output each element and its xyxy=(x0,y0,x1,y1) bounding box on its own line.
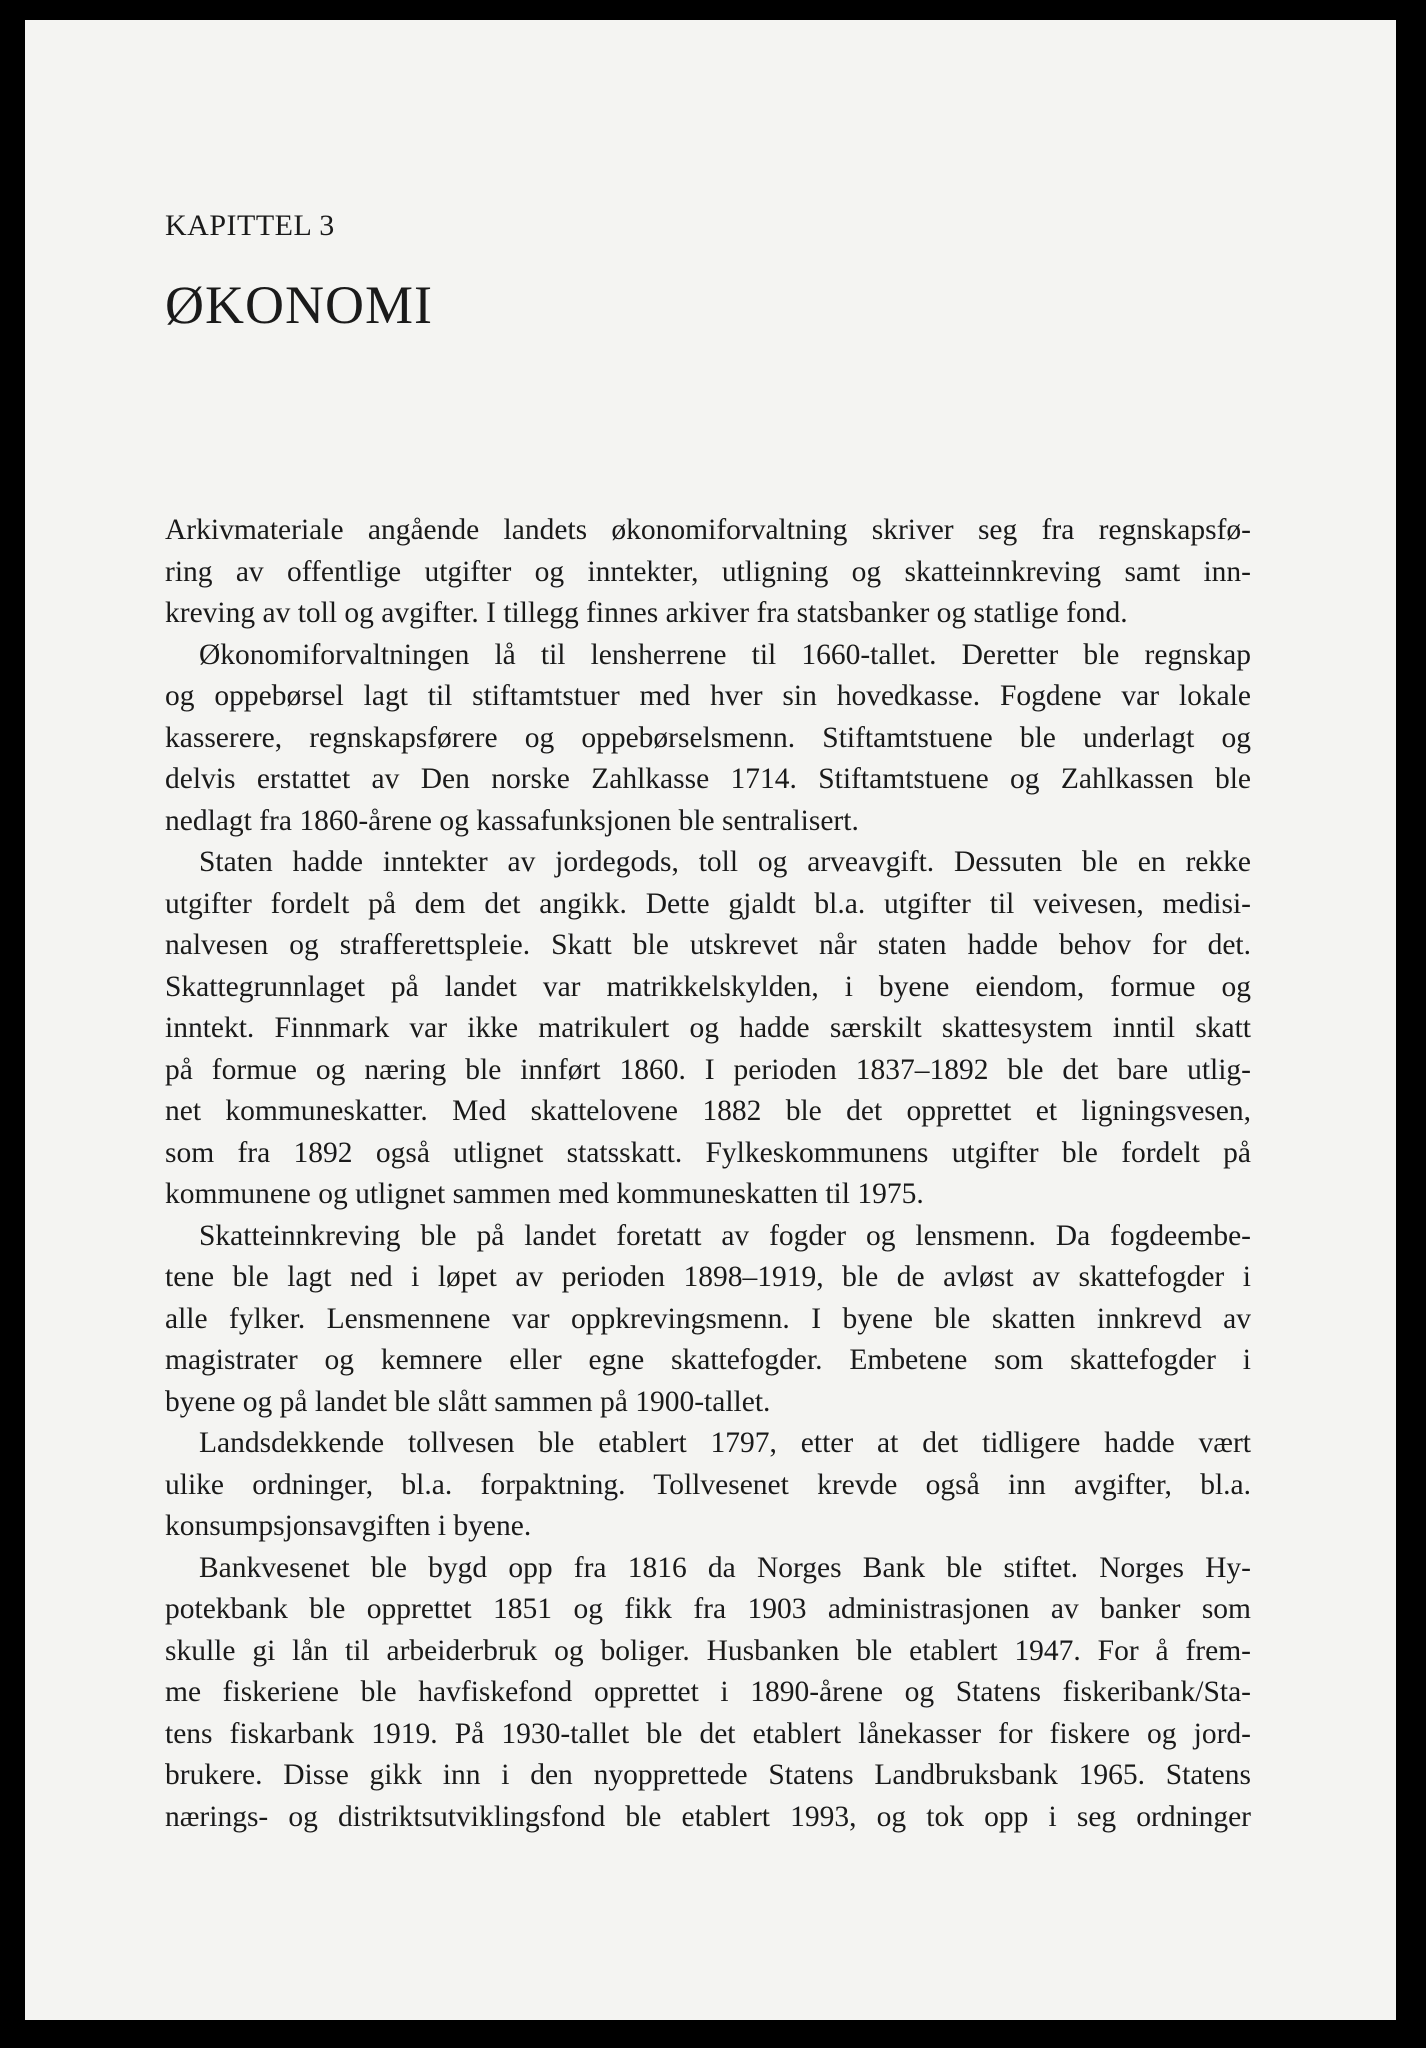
text-line: Bankvesenet ble bygd opp fra 1816 da Norges Bank ble stiftet. Norges Hy- xyxy=(199,1551,1251,1584)
text-line: potekbank ble opprettet 1851 og fikk fra 1903 administrasjonen av banker som xyxy=(165,1593,1251,1625)
text-line: tens fiskarbank 1919. På 1930-tallet ble det etablert lånekasser for fiskere og jord- xyxy=(165,1717,1251,1750)
text-line: Arkivmateriale angående landets økonomiforvaltning skriver seg fra regnskapsfø- xyxy=(165,514,1251,546)
text-line: net kommuneskatter. Med skattelovene 1882 ble det opprettet et ligningsvesen, xyxy=(165,1095,1251,1127)
text-line: kasserere, regnskapsførere og oppebørselsmenn. Stiftamtstuene ble underlagt og xyxy=(165,721,1251,754)
text-line: kreving av toll og avgifter. I tillegg finnes arkiver fra statsbanker og statlige fond. xyxy=(165,597,1128,629)
paragraph xyxy=(165,510,1251,635)
text-line: Skatteinnkreving ble på landet foretatt av fogder og lensmenn. Da fogdeembe- xyxy=(199,1219,1251,1252)
paragraph xyxy=(165,635,1251,843)
text-line: Økonomiforvaltningen lå til lensherrene til 1660-tallet. Deretter ble regnskap xyxy=(199,638,1251,671)
body-text xyxy=(165,510,1251,1838)
text-line: kommunene og utlignet sammen med kommuneskatten til 1975. xyxy=(165,1178,924,1210)
text-line: alle fylker. Lensmennene var oppkrevingsmenn. I byene ble skatten innkrevd av xyxy=(165,1302,1251,1335)
text-line: nedlagt fra 1860-årene og kassafunksjonen ble sentralisert. xyxy=(165,804,859,837)
text-line: tene ble lagt ned i løpet av perioden 1898–1919, ble de avløst av skattefogder i xyxy=(165,1261,1251,1293)
text-line: og oppebørsel lagt til stiftamtstuer med hver sin hovedkasse. Fogdene var lokale xyxy=(165,680,1251,712)
text-line: inntekt. Finnmark var ikke matrikulert og hadde særskilt skattesystem inntil skatt xyxy=(165,1012,1251,1044)
text-line: magistrater og kemnere eller egne skattefogder. Embetene som skattefogder i xyxy=(165,1344,1251,1376)
text-line: ulike ordninger, bl.a. forpaktning. Tollvesenet krevde også inn avgifter, bl.a. xyxy=(165,1468,1251,1501)
text-line: Skattegrunnlaget på landet var matrikkelskylden, i byene eiendom, formue og xyxy=(165,970,1251,1003)
text-line: nærings- og distriktsutviklingsfond ble etablert 1993, og tok opp i seg ordninger xyxy=(165,1800,1251,1833)
text-line: ring av offentlige utgifter og inntekter, utligning og skatteinnkreving samt inn- xyxy=(165,555,1251,588)
text-line: me fiskeriene ble havfiskefond opprettet i 1890-årene og Statens fiskeribank/Sta- xyxy=(165,1676,1251,1708)
text-line: Landsdekkende tollvesen ble etablert 1797, etter at det tidligere hadde vært xyxy=(199,1427,1251,1459)
text-line: nalvesen og strafferettspleie. Skatt ble utskrevet når staten hadde behov for det. xyxy=(165,929,1251,961)
text-line: delvis erstattet av Den norske Zahlkasse 1714. Stiftamtstuene og Zahlkassen ble xyxy=(165,763,1251,795)
text-line: Staten hadde inntekter av jordegods, toll og arveavgift. Dessuten ble en rekke xyxy=(199,846,1251,878)
paragraph xyxy=(165,1216,1251,1424)
paragraph xyxy=(165,1548,1251,1839)
text-line: skulle gi lån til arbeiderbruk og boliger. Husbanken ble etablert 1947. For å frem- xyxy=(165,1634,1251,1667)
text-line: på formue og næring ble innført 1860. I perioden 1837–1892 ble det bare utlig- xyxy=(165,1053,1251,1086)
chapter-label: KAPITTEL 3 xyxy=(165,209,335,242)
chapter-title: ØKONOMI xyxy=(165,275,433,335)
paragraph xyxy=(165,842,1251,1216)
text-line: brukere. Disse gikk inn i den nyopprettede Statens Landbruksbank 1965. Statens xyxy=(165,1759,1251,1791)
text-line: som fra 1892 også utlignet statsskatt. Fylkeskommunens utgifter ble fordelt på xyxy=(165,1136,1251,1169)
text-line: utgifter fordelt på dem det angikk. Dette gjaldt bl.a. utgifter til veivesen, medisi- xyxy=(165,887,1251,920)
book-page xyxy=(25,20,1396,2020)
text-line: konsumpsjonsavgiften i byene. xyxy=(165,1510,532,1542)
text-line: byene og på landet ble slått sammen på 1900-tallet. xyxy=(165,1385,771,1418)
paragraph xyxy=(165,1423,1251,1548)
